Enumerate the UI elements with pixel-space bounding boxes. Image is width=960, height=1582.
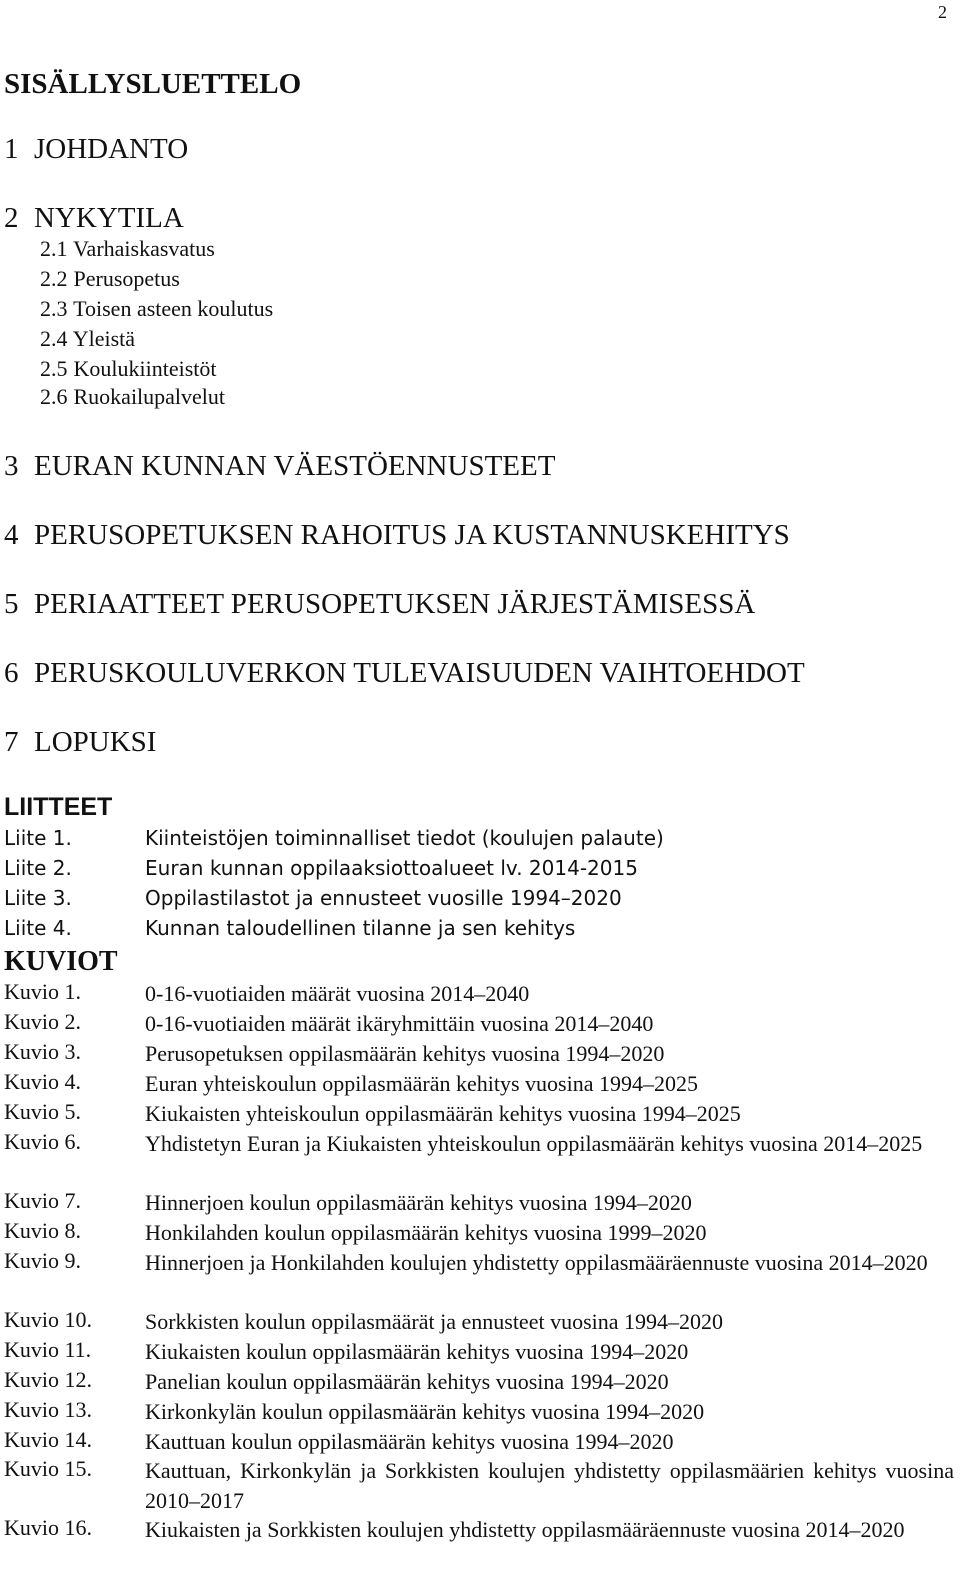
chapter-title: PERUSKOULUVERKON TULEVAISUUDEN VAIHTOEHDOT (34, 657, 805, 689)
subsection-title: Toisen asteen koulutus (73, 296, 274, 321)
figure-title: Euran yhteiskoulun oppilasmäärän kehitys vuosina 1994–2025 (145, 1071, 698, 1096)
subsection-title: Ruokailupalvelut (73, 384, 226, 409)
figure-label: Kuvio 4. (4, 1069, 81, 1094)
appendix-title: Kiinteistöjen toiminnalliset tiedot (koulujen palaute) (145, 826, 664, 850)
appendix-item-3 (4, 886, 622, 910)
toc-chapter-7 (4, 726, 156, 759)
figure-title: Kiukaisten ja Sorkkisten koulujen yhdistetty oppilasmääräennuste vuosina 2014–2020 (145, 1517, 905, 1542)
figure-item-2 (4, 1009, 954, 1039)
figure-item-4 (4, 1069, 954, 1099)
appendix-item-2 (4, 856, 638, 880)
figure-label: Kuvio 9. (4, 1248, 81, 1273)
figure-title: 0-16-vuotiaiden määrät vuosina 2014–2040 (145, 981, 530, 1006)
toc-chapter-3 (4, 450, 555, 483)
figure-title: Hinnerjoen ja Honkilahden koulujen yhdistetty oppilasmääräennuste vuosina 2014–2020 (145, 1250, 928, 1275)
toc-title: SISÄLLYSLUETTELO (4, 68, 302, 100)
figure-title: Panelian koulun oppilasmäärän kehitys vuosina 1994–2020 (145, 1369, 669, 1394)
figure-title: Kirkonkylän koulun oppilasmäärän kehitys vuosina 1994–2020 (145, 1399, 705, 1424)
toc-subsection-2-5 (40, 356, 217, 382)
toc-chapter-6 (4, 657, 805, 690)
figure-title: Yhdistetyn Euran ja Kiukaisten yhteiskoulun oppilasmäärän kehitys vuosina 2014–2025 (145, 1131, 923, 1156)
figure-title: Kiukaisten yhteiskoulun oppilasmäärän kehitys vuosina 1994–2025 (145, 1101, 741, 1126)
figure-label: Kuvio 14. (4, 1427, 92, 1452)
chapter-number: 4 (4, 519, 19, 551)
figure-item-10 (4, 1307, 954, 1337)
chapter-title: PERUSOPETUKSEN RAHOITUS JA KUSTANNUSKEHITYS (34, 519, 790, 551)
figures-heading: KUVIOT (4, 946, 118, 977)
subsection-title: Yleistä (72, 326, 136, 351)
appendix-label: Liite 2. (4, 856, 72, 880)
figure-item-3 (4, 1039, 954, 1069)
figure-title: Honkilahden koulun oppilasmäärän kehitys vuosina 1999–2020 (145, 1220, 707, 1245)
figure-label: Kuvio 5. (4, 1099, 81, 1124)
appendix-title: Kunnan taloudellinen tilanne ja sen kehitys (145, 916, 576, 940)
figure-title: Perusopetuksen oppilasmäärän kehitys vuosina 1994–2020 (145, 1041, 665, 1066)
figure-label: Kuvio 15. (4, 1456, 92, 1481)
figure-label: Kuvio 3. (4, 1039, 81, 1064)
subsection-number: 2.1 (40, 236, 68, 261)
chapter-number: 1 (4, 133, 19, 165)
figure-item-5 (4, 1099, 954, 1129)
figure-label: Kuvio 2. (4, 1009, 81, 1034)
chapter-number: 6 (4, 657, 19, 689)
subsection-title: Koulukiinteistöt (73, 356, 217, 381)
appendices-heading: LIITTEET (4, 793, 113, 821)
toc-chapter-2 (4, 202, 184, 235)
figure-item-1 (4, 979, 954, 1009)
figure-label: Kuvio 1. (4, 979, 81, 1004)
figure-item-6 (4, 1129, 954, 1159)
figure-item-8 (4, 1218, 954, 1248)
page-number: 2 (938, 2, 947, 22)
figure-item-7 (4, 1188, 954, 1218)
chapter-number: 5 (4, 588, 19, 620)
chapter-title: JOHDANTO (34, 133, 189, 165)
figure-title: Hinnerjoen koulun oppilasmäärän kehitys vuosina 1994–2020 (145, 1190, 692, 1215)
toc-subsection-2-3 (40, 296, 273, 322)
chapter-title: LOPUKSI (34, 726, 157, 758)
figure-label: Kuvio 10. (4, 1307, 92, 1332)
toc-chapter-4 (4, 519, 790, 552)
figure-label: Kuvio 6. (4, 1129, 81, 1154)
subsection-title: Varhaiskasvatus (73, 236, 215, 261)
toc-subsection-2-4 (40, 326, 135, 352)
chapter-title: NYKYTILA (34, 202, 184, 234)
figure-label: Kuvio 8. (4, 1218, 81, 1243)
chapter-title: PERIAATTEET PERUSOPETUKSEN JÄRJESTÄMISESSÄ (34, 588, 756, 620)
toc-chapter-1 (4, 133, 188, 166)
toc-subsection-2-6 (40, 384, 225, 410)
appendix-label: Liite 1. (4, 826, 72, 850)
chapter-title: EURAN KUNNAN VÄESTÖENNUSTEET (34, 450, 556, 482)
appendix-title: Euran kunnan oppilaaksiottoalueet lv. 2014-2015 (145, 856, 638, 880)
figure-label: Kuvio 7. (4, 1188, 81, 1213)
subsection-number: 2.5 (40, 356, 68, 381)
subsection-number: 2.6 (40, 384, 68, 409)
figure-item-12 (4, 1367, 954, 1397)
chapter-number: 7 (4, 726, 19, 758)
subsection-title: Perusopetus (73, 266, 180, 291)
figure-item-13 (4, 1397, 954, 1427)
subsection-number: 2.4 (40, 326, 68, 351)
figure-item-9 (4, 1248, 954, 1278)
figure-item-11 (4, 1337, 954, 1367)
appendix-item-4 (4, 916, 575, 940)
figure-title: 0-16-vuotiaiden määrät ikäryhmittäin vuosina 2014–2040 (145, 1011, 654, 1036)
figure-item-14 (4, 1427, 954, 1457)
figure-title: Sorkkisten koulun oppilasmäärät ja ennusteet vuosina 1994–2020 (145, 1309, 724, 1334)
toc-subsection-2-1 (40, 236, 215, 262)
figure-title: Kauttuan koulun oppilasmäärän kehitys vuosina 1994–2020 (145, 1429, 674, 1454)
subsection-number: 2.3 (40, 296, 68, 321)
chapter-number: 3 (4, 450, 19, 482)
figure-title: Kauttuan, Kirkonkylän ja Sorkkisten koulujen yhdistetty oppilasmäärien kehitys vuosina 2010–2017 (145, 1458, 954, 1513)
appendix-item-1 (4, 826, 664, 850)
appendix-label: Liite 4. (4, 916, 72, 940)
appendix-title: Oppilastilastot ja ennusteet vuosille 1994–2020 (145, 886, 622, 910)
figure-item-15 (4, 1456, 954, 1516)
appendix-label: Liite 3. (4, 886, 72, 910)
chapter-number: 2 (4, 202, 19, 234)
figure-item-16 (4, 1515, 954, 1545)
figure-label: Kuvio 12. (4, 1367, 92, 1392)
subsection-number: 2.2 (40, 266, 68, 291)
figure-label: Kuvio 16. (4, 1515, 92, 1540)
figure-label: Kuvio 13. (4, 1397, 92, 1422)
figure-title: Kiukaisten koulun oppilasmäärän kehitys vuosina 1994–2020 (145, 1339, 689, 1364)
toc-subsection-2-2 (40, 266, 180, 292)
toc-chapter-5 (4, 588, 755, 621)
figure-label: Kuvio 11. (4, 1337, 92, 1362)
